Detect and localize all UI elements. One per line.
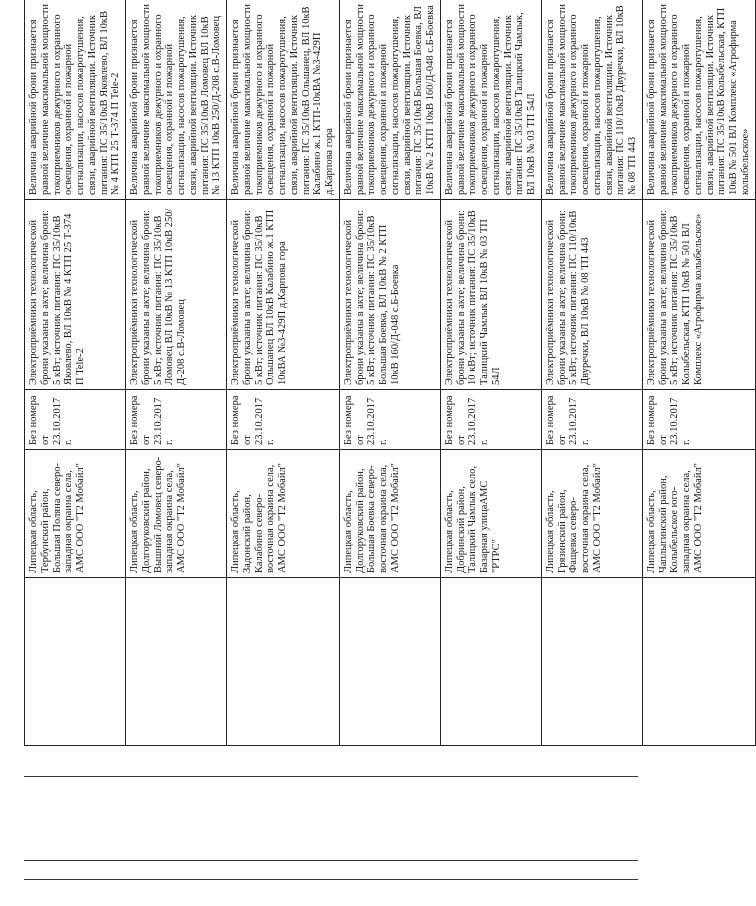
- tech-reserve-cell: Электроприёмники технологической брони указаны в акте; величина брони: 10 кВт; источник питания: ПС 35/10кВ Талицкий Чамлык ВЛ 10кВ № 03 ТП 54Л: [440, 200, 541, 390]
- blank-cell: [642, 578, 755, 746]
- table-row: [440, 0, 541, 746]
- divider-line: [24, 860, 638, 861]
- tech-reserve-cell: Электроприёмники технологической брони указаны в акте; величина брони: 5 кВт; источник питания: ПС 35/10кВ Большая Боевка, ВЛ 10кВ № 2 КТП 10кВ 160/Д-048 с.Б-Боевка: [339, 200, 440, 390]
- act-number-cell: Без номера от 23.10.2017г.: [440, 390, 541, 450]
- location-cell: Липецкая область, Долгоруковский район, Вышний Ломовец северо-западная окраина села, АМС ООО "Т2 Мобайл": [126, 450, 227, 578]
- divider-line: [24, 776, 638, 777]
- table-row: [339, 0, 440, 746]
- emergency-reserve-cell: Величина аварийной брони признается равной величине максимальной мощности токоприемников дежурного и охранного освещения, охранной и пожарной сигнализации, насосов пожаротушения, связи, аварийной вентиляции. Источник питания: ПС 35/10кВ Большая Боевка, ВЛ 10кВ № 2 КТП 10кВ 160/Д-048 с.Б-Боевка: [339, 0, 440, 200]
- location-cell: Липецкая область, Задонский район, Калабино северо-восточная окраина села, АМС ООО "Т2 Мобайл": [227, 450, 340, 578]
- location-cell: Липецкая область, Грязинский район, Фащевка северо-восточная окраина села, АМС ООО "Т2 Мобайл": [541, 450, 642, 578]
- blank-cell: [126, 578, 227, 746]
- blank-cell: [339, 578, 440, 746]
- act-number-cell: Без номера от 23.10.2017г.: [642, 390, 755, 450]
- location-cell: Липецкая область, Долгоруковский район, Большая Боевка северо-восточная окраина села, АМС ООО "Т2 Мобайл": [339, 450, 440, 578]
- location-cell: Липецкая область, Тербунский район, Большая Поляна северо-западная окраина села, АМС ООО "Т2 Мобайл": [25, 450, 126, 578]
- act-number-cell: Без номера от 23.10.2017г.: [227, 390, 340, 450]
- table-row: [25, 0, 126, 746]
- table-body: [25, 0, 756, 746]
- table-row: [541, 0, 642, 746]
- blank-cell: [227, 578, 340, 746]
- blank-cell: [25, 578, 126, 746]
- blank-cell: [440, 578, 541, 746]
- table-row: [227, 0, 340, 746]
- tech-reserve-cell: Электроприёмники технологической брони указаны в акте; величина брони: 5 кВт; источник питания: ПС 110/10кВ Двуречки, ВЛ 10кВ № 08 ТП 443: [541, 200, 642, 390]
- tech-reserve-cell: Электроприёмники технологической брони указаны в акте; величина брони: 5 кВт; источник питания: ПС 35/10кВ Ломовец ВЛ 10кВ № 13 КТП 10кВ 250/Д-208 с.В-Ломовец: [126, 200, 227, 390]
- location-cell: Липецкая область, Чаплыгинский район, Колыбельское юго-западная окраина села, АМС ООО "Т2 Мобайл": [642, 450, 755, 578]
- emergency-reserve-cell: Величина аварийной брони признается равной величине максимальной мощности токоприемников дежурного и охранного освещения, охранной и пожарной сигнализации, насосов пожаротушения, связи, аварийной вентиляции. Источник питания: ПС 35/10кВ Колыбельская, КТП 10кВ № 501 ВЛ Комплекс «Агрофирма колыбельское»: [642, 0, 755, 200]
- tech-reserve-cell: Электроприёмники технологической брони указаны в акте; величина брони: 5 кВт; источник питания: ПС 35/10кВ Колыбельская, КТП 10кВ № 501 ВЛ Комплекс «Агрофирма колыбельское»: [642, 200, 755, 390]
- emergency-reserve-cell: Величина аварийной брони признается равной величине максимальной мощности токоприемников дежурного и охранного освещения, охранной и пожарной сигнализации, насосов пожаротушения, связи, аварийной вентиляции. Источник питания: ПС 35/10кВ Талицкий Чамлык, ВЛ 10кВ № 03 ТП 54Л: [440, 0, 541, 200]
- act-number-cell: Без номера от 23.10.2017г.: [339, 390, 440, 450]
- table-row: [126, 0, 227, 746]
- emergency-reserve-cell: Величина аварийной брони признается равной величине максимальной мощности токоприемников дежурного и охранного освещения, охранной и пожарной сигнализации, насосов пожаротушения, связи, аварийной вентиляции. Источник питания: ПС 35/10кВ Ломовец ВЛ 10кВ № 13 КТП 10кВ 250/Д-208 с.В-Ломовец: [126, 0, 227, 200]
- tech-reserve-cell: Электроприёмники технологической брони указаны в акте; величина брони: 5 кВт; источник питания: ПС 35/10кВ Яковлево, ВЛ 10кВ № 4 КТП 25 Т-374 П Tele-2: [25, 200, 126, 390]
- emergency-reserve-cell: Величина аварийной брони признается равной величине максимальной мощности токоприемников дежурного и охранного освещения, охранной и пожарной сигнализации, насосов пожаротушения, связи, аварийной вентиляции. Источник питания: ПС 35/10кВ Ольшанец, ВЛ 10кВ Калабино ж.1 КТП-10кВА №3-429П д.Карпова гора: [227, 0, 340, 200]
- tech-reserve-cell: Электроприёмники технологической брони указаны в акте; величина брони: 5 кВт; источник питания: ПС 35/10кВ Ольшанец ВЛ 10кВ Калабино ж.1 КТП 10кВА №3-429П д.Карпова гора: [227, 200, 340, 390]
- act-number-cell: Без номера от 23.10.2017г.: [25, 390, 126, 450]
- location-cell: Липецкая область, Добринский район, Талицкий Чамлык село, Базарная улицаАМС "РТРС": [440, 450, 541, 578]
- act-number-cell: Без номера от 23.10.2017г.: [541, 390, 642, 450]
- emergency-reserve-cell: Величина аварийной брони признается равной величине максимальной мощности токоприемников дежурного и охранного освещения, охранной и пожарной сигнализации, насосов пожаротушения, связи, аварийной вентиляции. Источник питания: ПС 110/10кВ Двуречки, ВЛ 10кВ № 08 ТП 443: [541, 0, 642, 200]
- emergency-reserve-table: [24, 0, 756, 746]
- blank-cell: [541, 578, 642, 746]
- divider-line: [24, 879, 638, 880]
- rotated-table-container: [24, 0, 751, 746]
- table-row: [642, 0, 755, 746]
- emergency-reserve-cell: Величина аварийной брони признается равной величине максимальной мощности токоприемников дежурного и охранного освещения, охранной и пожарной сигнализации, насосов пожаротушения, связи, аварийной вентиляции. Источник питания: ПС 35/10кВ Яковлево, ВЛ 10кВ № 4 КТП 25 Т-374 П Tele-2: [25, 0, 126, 200]
- act-number-cell: Без номера от 23.10.2017г.: [126, 390, 227, 450]
